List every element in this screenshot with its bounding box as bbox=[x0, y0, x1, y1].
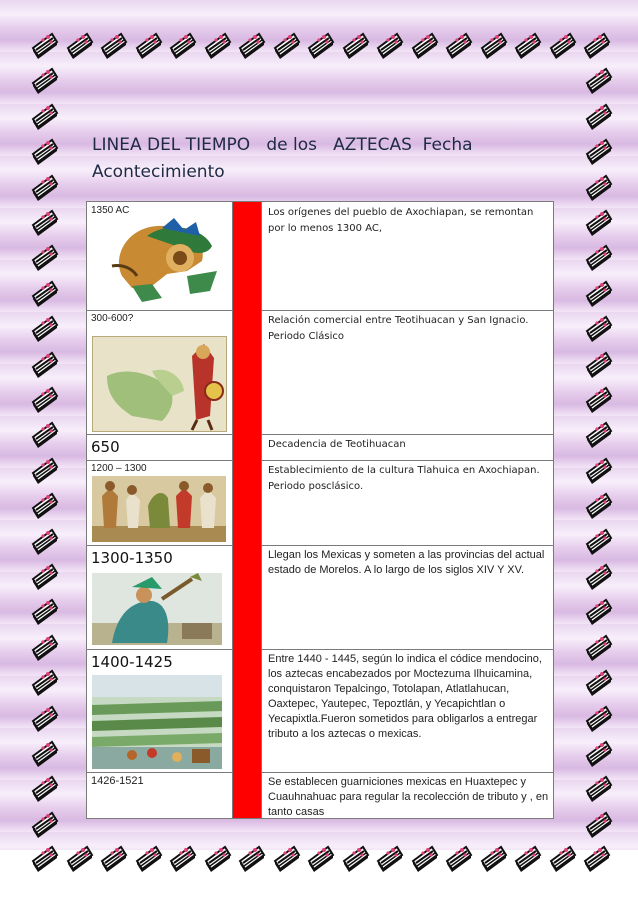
warrior-painting-image bbox=[92, 573, 222, 645]
cake-slice-icon bbox=[237, 30, 267, 60]
date-cell bbox=[87, 649, 233, 772]
cake-slice-icon bbox=[30, 207, 60, 237]
cake-slice-icon bbox=[548, 30, 578, 60]
cake-slice-icon bbox=[444, 30, 474, 60]
cake-slice-icon bbox=[410, 843, 440, 873]
cake-slice-icon bbox=[582, 30, 612, 60]
timeline-bar bbox=[233, 649, 261, 772]
cake-slice-icon bbox=[584, 703, 614, 733]
date-text: 1200 – 1300 bbox=[91, 463, 147, 474]
cake-slice-icon bbox=[30, 561, 60, 591]
timeline-table bbox=[86, 201, 554, 819]
cake-slice-icon bbox=[584, 136, 614, 166]
cake-slice-icon bbox=[30, 242, 60, 272]
date-text: 1400-1425 bbox=[91, 653, 173, 671]
date-text: 300-600? bbox=[91, 313, 134, 324]
cake-slice-icon bbox=[30, 101, 60, 131]
cake-slice-icon bbox=[584, 773, 614, 803]
event-text: Relación comercial entre Teotihuacan y San Ignacio. Periodo Clásico bbox=[268, 315, 529, 342]
cake-slice-icon bbox=[513, 30, 543, 60]
event-cell bbox=[261, 772, 553, 818]
date-cell bbox=[87, 434, 233, 460]
cake-slice-icon bbox=[99, 843, 129, 873]
cake-slice-icon bbox=[30, 703, 60, 733]
cake-slice-icon bbox=[30, 526, 60, 556]
cake-slice-icon bbox=[584, 349, 614, 379]
cake-slice-icon bbox=[584, 419, 614, 449]
cake-slice-icon bbox=[582, 843, 612, 873]
date-cell bbox=[87, 202, 233, 310]
event-cell bbox=[261, 434, 553, 460]
cake-slice-icon bbox=[584, 278, 614, 308]
table-row bbox=[87, 310, 553, 435]
cake-slice-icon bbox=[584, 632, 614, 662]
cake-slice-icon bbox=[30, 490, 60, 520]
page-title bbox=[92, 132, 532, 186]
cake-slice-icon bbox=[584, 455, 614, 485]
table-row bbox=[87, 545, 553, 650]
cake-slice-icon bbox=[584, 526, 614, 556]
event-cell bbox=[261, 202, 553, 310]
date-text: 1300-1350 bbox=[91, 549, 173, 567]
cake-slice-icon bbox=[30, 30, 60, 60]
cake-slice-icon bbox=[341, 843, 371, 873]
cake-slice-icon bbox=[479, 843, 509, 873]
cake-slice-icon bbox=[410, 30, 440, 60]
table-row bbox=[87, 460, 553, 546]
cake-slice-icon bbox=[134, 30, 164, 60]
date-cell bbox=[87, 772, 233, 818]
cake-slice-icon bbox=[584, 65, 614, 95]
event-cell bbox=[261, 310, 553, 434]
cake-slice-icon bbox=[203, 843, 233, 873]
cake-slice-icon bbox=[584, 384, 614, 414]
cake-slice-icon bbox=[30, 667, 60, 697]
table-row bbox=[87, 434, 553, 461]
cake-slice-icon bbox=[444, 843, 474, 873]
cake-slice-icon bbox=[30, 313, 60, 343]
event-text: Entre 1440 - 1445, según lo indica el códice mendocino, los aztecas encabezados por Moctezuma Ilhuicamina, conquistaron Tepalcingo, Totolapan, Atlatlahucan, Oaxtepec, Yautepec, Tepoztlán, y Yecapichtlan o Yecapixtla.Fueron sometidos para obligarlos a entregar tributo a los aztecas o mexicas. bbox=[268, 653, 542, 740]
cake-slice-icon bbox=[548, 843, 578, 873]
date-cell bbox=[87, 310, 233, 434]
cake-slice-icon bbox=[375, 843, 405, 873]
event-cell bbox=[261, 545, 553, 649]
cake-slice-icon bbox=[30, 843, 60, 873]
cake-slice-icon bbox=[30, 384, 60, 414]
cake-slice-icon bbox=[30, 596, 60, 626]
cake-slice-icon bbox=[30, 455, 60, 485]
cake-slice-icon bbox=[134, 843, 164, 873]
title-line-2: Acontecimiento bbox=[92, 162, 225, 182]
date-text: 1426-1521 bbox=[91, 775, 144, 787]
cake-slice-icon bbox=[30, 278, 60, 308]
cake-slice-icon bbox=[30, 809, 60, 839]
table-row bbox=[87, 772, 553, 818]
cake-slice-icon bbox=[168, 843, 198, 873]
cake-slice-icon bbox=[341, 30, 371, 60]
event-text: Decadencia de Teotihuacan bbox=[268, 439, 406, 450]
cake-slice-icon bbox=[584, 242, 614, 272]
cake-slice-icon bbox=[237, 843, 267, 873]
cake-slice-icon bbox=[30, 738, 60, 768]
timeline-bar bbox=[233, 202, 261, 310]
timeline-bar bbox=[233, 545, 261, 649]
event-text: Los orígenes del pueblo de Axochiapan, se remontan por lo menos 1300 AC, bbox=[268, 207, 534, 234]
cake-slice-icon bbox=[30, 136, 60, 166]
cake-slice-icon bbox=[272, 30, 302, 60]
cake-slice-icon bbox=[272, 843, 302, 873]
title-line-1: LINEA DEL TIEMPO de los AZTECAS Fecha bbox=[92, 135, 473, 155]
cake-slice-icon bbox=[584, 207, 614, 237]
cake-slice-icon bbox=[479, 30, 509, 60]
event-text: Llegan los Mexicas y someten a las provincias del actual estado de Morelos. A lo largo de los siglos XIV Y XV. bbox=[268, 549, 545, 576]
cake-slice-icon bbox=[584, 596, 614, 626]
timeline-bar bbox=[233, 434, 261, 460]
cake-slice-icon bbox=[584, 313, 614, 343]
date-cell bbox=[87, 460, 233, 545]
event-cell bbox=[261, 649, 553, 772]
event-text: Establecimiento de la cultura Tlahuica en Axochiapan. Periodo posclásico. bbox=[268, 465, 540, 492]
table-row bbox=[87, 202, 553, 311]
cake-slice-icon bbox=[168, 30, 198, 60]
date-text: 650 bbox=[91, 438, 120, 456]
event-cell bbox=[261, 460, 553, 545]
aztec-map-image bbox=[92, 336, 227, 432]
cake-slice-icon bbox=[513, 843, 543, 873]
event-text: Se establecen guarniciones mexicas en Huaxtepec y Cuauhnahuac para regular la recolección de tributo y , en tanto casas bbox=[268, 776, 549, 818]
cake-slice-icon bbox=[306, 843, 336, 873]
cake-slice-icon bbox=[584, 667, 614, 697]
cake-slice-icon bbox=[99, 30, 129, 60]
cake-slice-icon bbox=[584, 809, 614, 839]
cake-slice-icon bbox=[30, 419, 60, 449]
cake-slice-icon bbox=[375, 30, 405, 60]
chinampas-painting-image bbox=[92, 675, 222, 769]
cake-slice-icon bbox=[584, 101, 614, 131]
cake-slice-icon bbox=[584, 561, 614, 591]
cake-slice-icon bbox=[30, 172, 60, 202]
codex-scene-image bbox=[92, 476, 226, 542]
cake-slice-icon bbox=[30, 65, 60, 95]
cake-slice-icon bbox=[65, 30, 95, 60]
cake-slice-icon bbox=[30, 349, 60, 379]
cake-slice-icon bbox=[584, 738, 614, 768]
cake-slice-icon bbox=[203, 30, 233, 60]
cake-slice-icon bbox=[65, 843, 95, 873]
cake-slice-icon bbox=[30, 632, 60, 662]
cake-slice-icon bbox=[306, 30, 336, 60]
timeline-bar bbox=[233, 772, 261, 818]
date-text: 1350 AC bbox=[91, 205, 130, 216]
cake-slice-icon bbox=[584, 172, 614, 202]
date-cell bbox=[87, 545, 233, 649]
cake-slice-icon bbox=[30, 773, 60, 803]
timeline-bar bbox=[233, 460, 261, 545]
table-row bbox=[87, 649, 553, 773]
timeline-bar bbox=[233, 310, 261, 434]
aztec-warrior-head-image bbox=[92, 216, 226, 306]
cake-slice-icon bbox=[584, 490, 614, 520]
